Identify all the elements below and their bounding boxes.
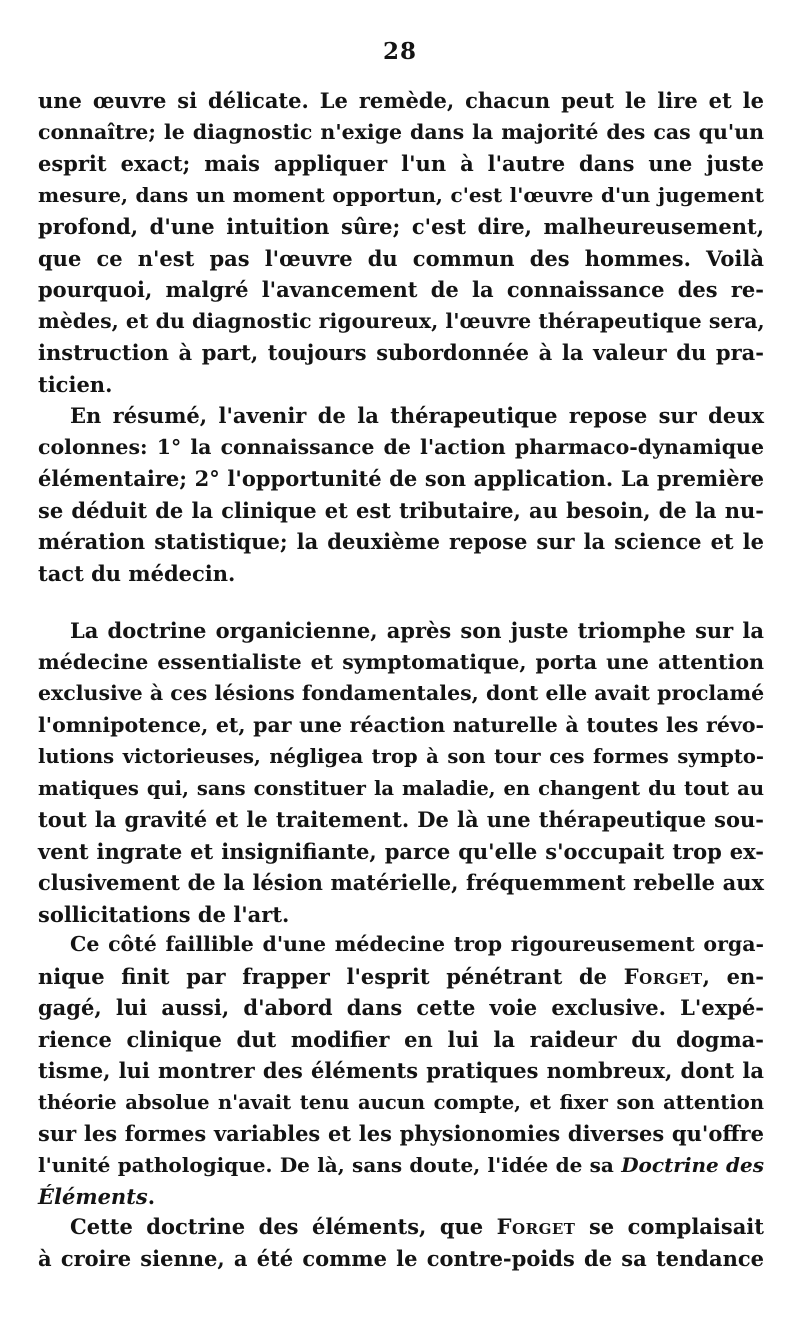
text-line: clusivement de la lésion matérielle, fréquemment rebelle aux — [38, 870, 764, 895]
text-line: esprit exact; mais appliquer l'un à l'autre dans une juste — [38, 151, 764, 176]
text-line: lutions victorieuses, négligea trop à son tour ces formes sympto- — [38, 745, 764, 768]
text-line: profond, d'une intuition sûre; c'est dire, malheureusement, — [38, 214, 764, 239]
text-segment: Cette doctrine des éléments, que — [70, 1214, 497, 1239]
page-number: 28 — [382, 38, 417, 65]
text-line: exclusive à ces lésions fondamentales, dont elle avait proclamé — [38, 681, 765, 705]
text-line: gagé, lui aussi, d'abord dans cette voie exclusive. L'expé- — [38, 995, 764, 1020]
text-line: mération statistique; la deuxième repose sur la science et le — [38, 529, 764, 554]
text-line: vent ingrate et insignifiante, parce qu'elle s'occupait trop ex- — [38, 838, 764, 864]
text-segment: se complaisait — [575, 1214, 764, 1239]
text-line: tout la gravité et le traitement. De là une thérapeutique sou- — [38, 807, 764, 832]
paragraph-5 — [38, 1211, 764, 1274]
book-title: Doctrine des — [621, 1152, 765, 1177]
text-segment: l'unité pathologique. De là, sans doute, l'idée de sa — [38, 1152, 622, 1177]
text-line: matiques qui, sans constituer la maladie, en changent du tout au — [38, 776, 764, 800]
text-line: tact du médecin. — [38, 560, 236, 586]
text-line: instruction à part, toujours subordonnée à la valeur du pra- — [38, 340, 764, 365]
book-title: Éléments — [38, 1184, 148, 1209]
text-segment: , en- — [702, 963, 765, 989]
paragraph-1 — [38, 85, 764, 400]
text-segment: nique finit par frapper l'esprit pénétrant de — [38, 963, 624, 989]
text-line: médecine essentialiste et symptomatique, porta une attention — [38, 649, 764, 674]
text-segment: . — [147, 1184, 156, 1209]
text-line: sollicitations de l'art. — [38, 901, 290, 927]
text-line: rience clinique dut modifier en lui la raideur du dogma- — [38, 1026, 764, 1052]
text-line: connaître; le diagnostic n'exige dans la majorité des cas qu'un — [38, 119, 764, 144]
text-line: Ce côté faillible d'une médecine trop rigoureusement orga- — [70, 932, 764, 956]
text-line: se déduit de la clinique et est tributaire, au besoin, de la nu- — [38, 497, 764, 523]
text-line: l'omnipotence, et, par une réaction naturelle à toutes les révo- — [38, 712, 764, 737]
text-line: une œuvre si délicate. Le remède, chacun peut le lire et le — [38, 88, 764, 113]
text-line: à croire sienne, a été comme le contre-poids de sa tendance — [38, 1245, 764, 1271]
text-line: tisme, lui montrer des éléments pratiques nombreux, dont la — [38, 1058, 764, 1083]
text-line: théorie absolue n'avait tenu aucun compte, et fixer son attention — [38, 1090, 764, 1114]
author-name: Forget — [496, 1214, 576, 1239]
text-line: mesure, dans un moment opportun, c'est l'œuvre d'un jugement — [38, 182, 764, 207]
text-line: En résumé, l'avenir de la thérapeutique repose sur deux — [70, 403, 764, 428]
text-line: mèdes, et du diagnostic rigoureux, l'œuvre thérapeutique sera, — [38, 308, 765, 333]
text-line: colonnes: 1° la connaissance de l'action pharmaco-dynamique — [38, 434, 764, 459]
author-name: Forget — [623, 963, 703, 989]
text-line — [38, 1211, 764, 1243]
text-line: que ce n'est pas l'œuvre du commun des hommes. Voilà — [38, 245, 764, 271]
text-line: pourquoi, malgré l'avancement de la connaissance des re- — [38, 277, 764, 302]
text-line: sur les formes variables et les physionomies diverses qu'offre — [38, 1121, 764, 1146]
text-line: La doctrine organicienne, après son juste triomphe sur la — [70, 618, 764, 643]
text-line — [38, 1181, 764, 1213]
text-line — [38, 1150, 764, 1182]
text-line: élémentaire; 2° l'opportunité de son application. La première — [38, 466, 764, 491]
paragraph-3 — [38, 615, 764, 930]
paragraph-2 — [38, 400, 764, 589]
paragraph-4 — [38, 929, 764, 1213]
text-line — [38, 961, 764, 993]
text-line: ticien. — [38, 371, 113, 397]
